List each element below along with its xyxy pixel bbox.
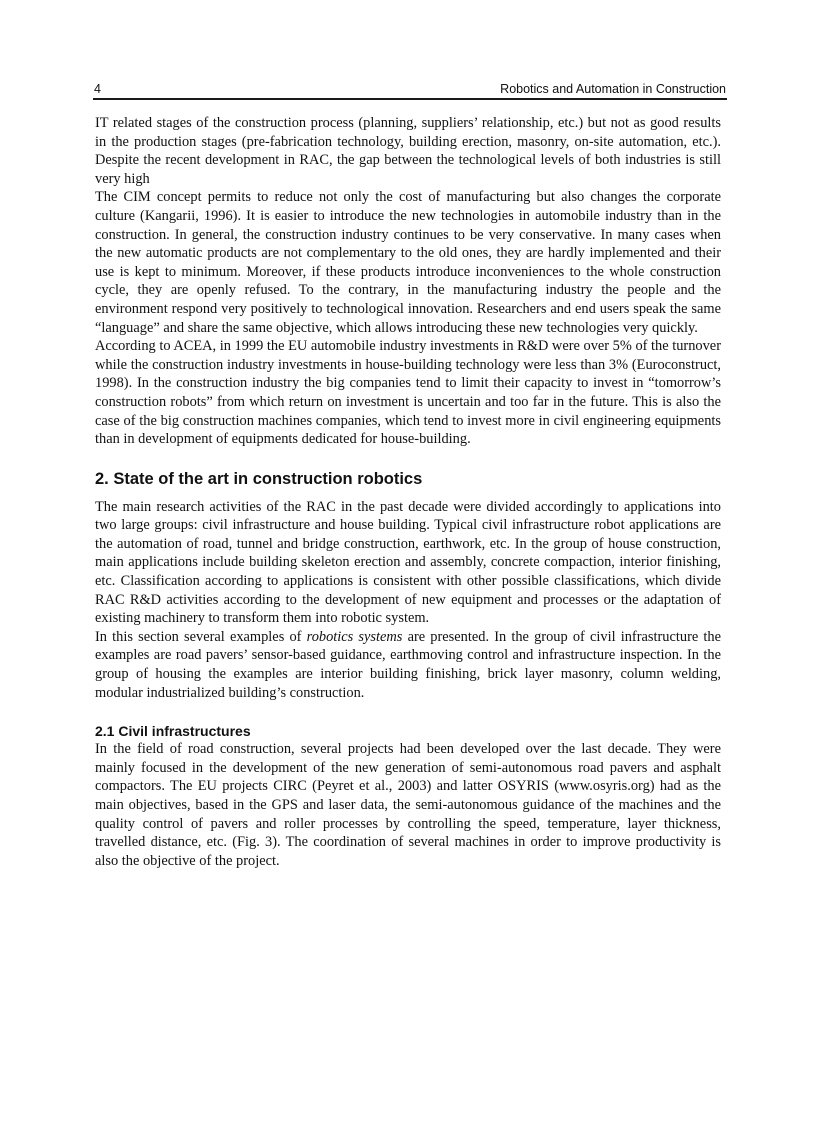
running-title: Robotics and Automation in Construction (500, 82, 726, 96)
page-body (95, 114, 721, 870)
section2-1-paragraph: In the field of road construction, several projects had been developed over the last decade. They were mainly focused in the development of the new generation of semi-autonomous road pavers and asphalt compactors. The EU projects CIRC (Peyret et al., 2003) and latter OSYRIS (www.osyris.org) had as the main objectives, based in the GPS and laser data, the semi-autonomous guidance of the machines and the quality control of pavers and roller processes by controlling the speed, temperature, layer thickness, travelled distance, etc. (Fig. 3). The coordination of several machines in order to improve productivity is also the objective of the project. (95, 741, 721, 869)
paragraph-text: In this section several examples of (95, 628, 307, 645)
intro-paragraph-1: IT related stages of the construction process (planning, suppliers’ relationship, etc.) but not as good results in the production stages (pre-fabrication technology, building erection, masonry, on-site automation, etc.). Despite the recent development in RAC, the gap between the technological levels of both industries is still very high (95, 115, 721, 187)
running-header (93, 80, 727, 100)
italic-term: robotics systems (306, 628, 403, 645)
section-heading-state-of-the-art: 2. State of the art in construction robotics (95, 469, 423, 488)
paragraph-text: are presented. In the group of civil infrastructure the examples are road pavers’ sensor-based guidance, earthmoving control and infrastructure inspection. In the group of housing the examples are interior building finishing, brick layer masonry, column welding, modular industrialized building’s construction. (95, 628, 722, 701)
section2-paragraph-2 (95, 628, 721, 702)
subsection-heading-civil-infrastructures: 2.1 Civil infrastructures (95, 723, 251, 740)
page-number: 4 (94, 82, 101, 96)
intro-paragraph-3: According to ACEA, in 1999 the EU automobile industry investments in R&D were over 5% of the turnover while the construction industry investments in house-building technology were less than 3% (Euroconstruct, 1998). In the construction industry the big companies tend to limit their capacity to invest in “tomorrow’s construction robots” from which return on investment is uncertain and too far in the future. This is also the case of the big construction machines companies, which tend to invest more in civil engineering equipments than in development of equipments dedicated for house-building. (95, 338, 721, 448)
section2-paragraph-1: The main research activities of the RAC in the past decade were divided accordingly to applications into two large groups: civil infrastructure and house building. Typical civil infrastructure robot applications are the automation of road, tunnel and bridge construction, earthwork, etc. In the group of house construction, main applications include building skeleton erection and assembly, concrete compaction, interior finishing, etc. Classification according to applications is consistent with other possible classifications, which divide RAC R&D activities according to the development of new equipment and processes or the adaptation of existing machinery to transform them into robotic system. (95, 498, 721, 627)
intro-paragraph-2: The CIM concept permits to reduce not only the cost of manufacturing but also changes the corporate culture (Kangarii, 1996). It is easier to introduce the new technologies in automobile industry than in the construction. In general, the construction industry continues to be very conservative. In many cases when the new automatic products are not complementary to the old ones, they are hardly implemented and their use is kept to minimum. Moreover, if these products introduce inconveniences to the whole construction cycle, they are openly refused. To the contrary, in the manufacturing industry the people and the environment respond very positively to technological innovation. Researchers and end users speak the same “language” and share the same objective, which allows introducing these new technologies very quickly. (95, 189, 721, 336)
